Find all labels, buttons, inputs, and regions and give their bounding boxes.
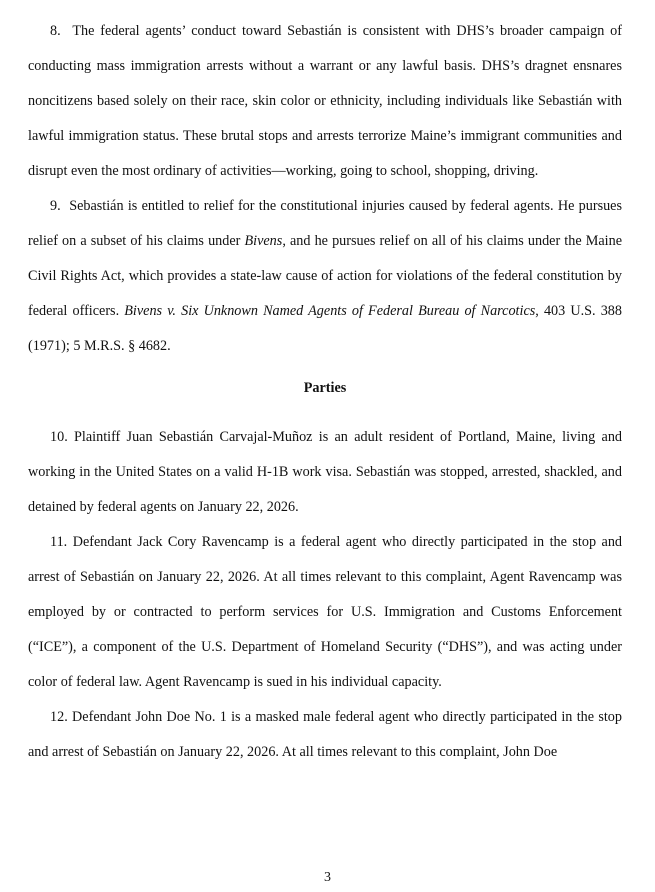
paragraph-11 [28,525,622,700]
document-body [28,14,622,770]
paragraph-12-number: 12. [50,709,68,725]
paragraph-12 [28,700,622,770]
paragraph-9-text-part-2: , and he pursues relief on all of his claims under the Maine Civil Rights Act, which provides a state-law cause of action for violations of the federal constitution by federal officers. [28,233,622,319]
paragraph-9-text-part-3: , 403 U.S. 388 (1971); 5 M.R.S. § 4682. [28,303,622,354]
bivens-citation-short: Bivens [244,233,283,249]
page-number: 3 [324,870,331,885]
paragraph-10 [28,420,622,525]
paragraph-9 [28,189,622,364]
paragraph-12-text: Defendant John Doe No. 1 is a masked male federal agent who directly participated in the stop and arrest of Sebastián on January 22, 2026. At all times relevant to this complaint, John Doe [28,709,622,760]
paragraph-8-text: The federal agents’ conduct toward Sebastián is consistent with DHS’s broader campaign of conducting mass immigration arrests without a warrant or any lawful basis. DHS’s dragnet ensnares noncitizens based solely on their race, skin color or ethnicity, including individuals like Sebastián with lawful immigration status. These brutal stops and arrests terrorize Maine’s immigrant communities and disrupt even the most ordinary of activities—working, going to school, shopping, driving. [28,23,622,179]
paragraph-11-text: Defendant Jack Cory Ravencamp is a federal agent who directly participated in the stop and arrest of Sebastián on January 22, 2026. At all times relevant to this complaint, Agent Ravencamp was employed by or contracted to perform services for U.S. Immigration and Customs Enforcement (“ICE”), a component of the U.S. Department of Homeland Security (“DHS”), and was acting under color of federal law. Agent Ravencamp is sued in his individual capacity. [28,534,623,690]
paragraph-10-number: 10. [50,429,68,445]
paragraph-9-text-part-1: Sebastián is entitled to relief for the constitutional injuries caused by federal agents. He pursues relief on a subset of his claims under [28,198,622,249]
paragraph-11-number: 11. [50,534,68,550]
section-heading-parties: Parties [303,380,347,396]
paragraph-8-number: 8. [50,23,61,39]
paragraph-10-text: Plaintiff Juan Sebastián Carvajal-Muñoz is an adult resident of Portland, Maine, living and working in the United States on a valid H-1B work visa. Sebastián was stopped, arrested, shackled, and detained by federal agents on January 22, 2026. [28,429,623,515]
paragraph-8 [28,14,622,189]
bivens-case-name: Bivens v. Six Unknown Named Agents of Federal Bureau of Narcotics [124,303,536,319]
paragraph-9-number: 9. [50,198,61,214]
